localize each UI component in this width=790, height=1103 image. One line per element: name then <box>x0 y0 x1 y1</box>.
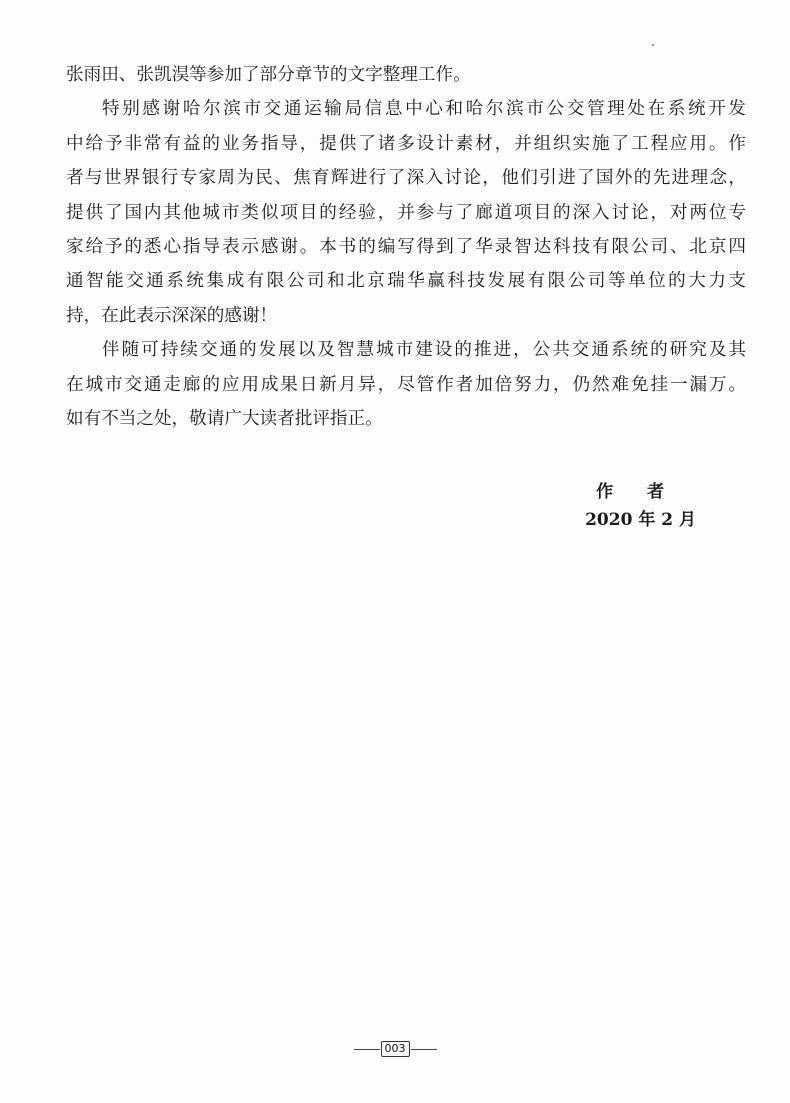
footer-rule-left <box>354 1049 380 1050</box>
text-line: 中给予非常有益的业务指导，提供了诸多设计素材，并组织实施了工程应用。作 <box>66 133 746 154</box>
text-line: 提供了国内其他城市类似项目的经验，并参与了廊道项目的深入讨论，对两位专 <box>66 202 746 223</box>
text-line: 在城市交通走廊的应用成果日新月异，尽管作者加倍努力，仍然难免挂一漏万。 <box>66 374 746 395</box>
signature-block <box>585 478 696 534</box>
page-footer <box>0 1041 790 1057</box>
signature-date: 2020 年 2 月 <box>585 510 696 530</box>
body-text <box>66 58 746 436</box>
text-line: 如有不当之处，敬请广大读者批评指正。 <box>66 408 383 429</box>
text-line: 者与世界银行专家周为民、焦育辉进行了深入讨论，他们引进了国外的先进理念， <box>66 168 746 189</box>
author-signature: 作 者 <box>596 482 678 502</box>
text-line: 特别感谢哈尔滨市交通运输局信息中心和哈尔滨市公交管理处在系统开发 <box>102 99 746 120</box>
text-line: 张雨田、张凯淏等参加了部分章节的文字整理工作。 <box>66 65 471 85</box>
scan-speck <box>652 44 654 46</box>
text-line: 通智能交通系统集成有限公司和北京瑞华赢科技发展有限公司等单位的大力支 <box>66 271 746 292</box>
text-line: 伴随可持续交通的发展以及智慧城市建设的推进，公共交通系统的研究及其 <box>102 340 746 361</box>
page-number: 003 <box>381 1041 410 1057</box>
footer-rule-right <box>411 1049 437 1050</box>
text-line: 家给予的悉心指导表示感谢。本书的编写得到了华录智达科技有限公司、北京四 <box>66 236 746 257</box>
text-line: 持，在此表示深深的感谢！ <box>66 305 278 326</box>
